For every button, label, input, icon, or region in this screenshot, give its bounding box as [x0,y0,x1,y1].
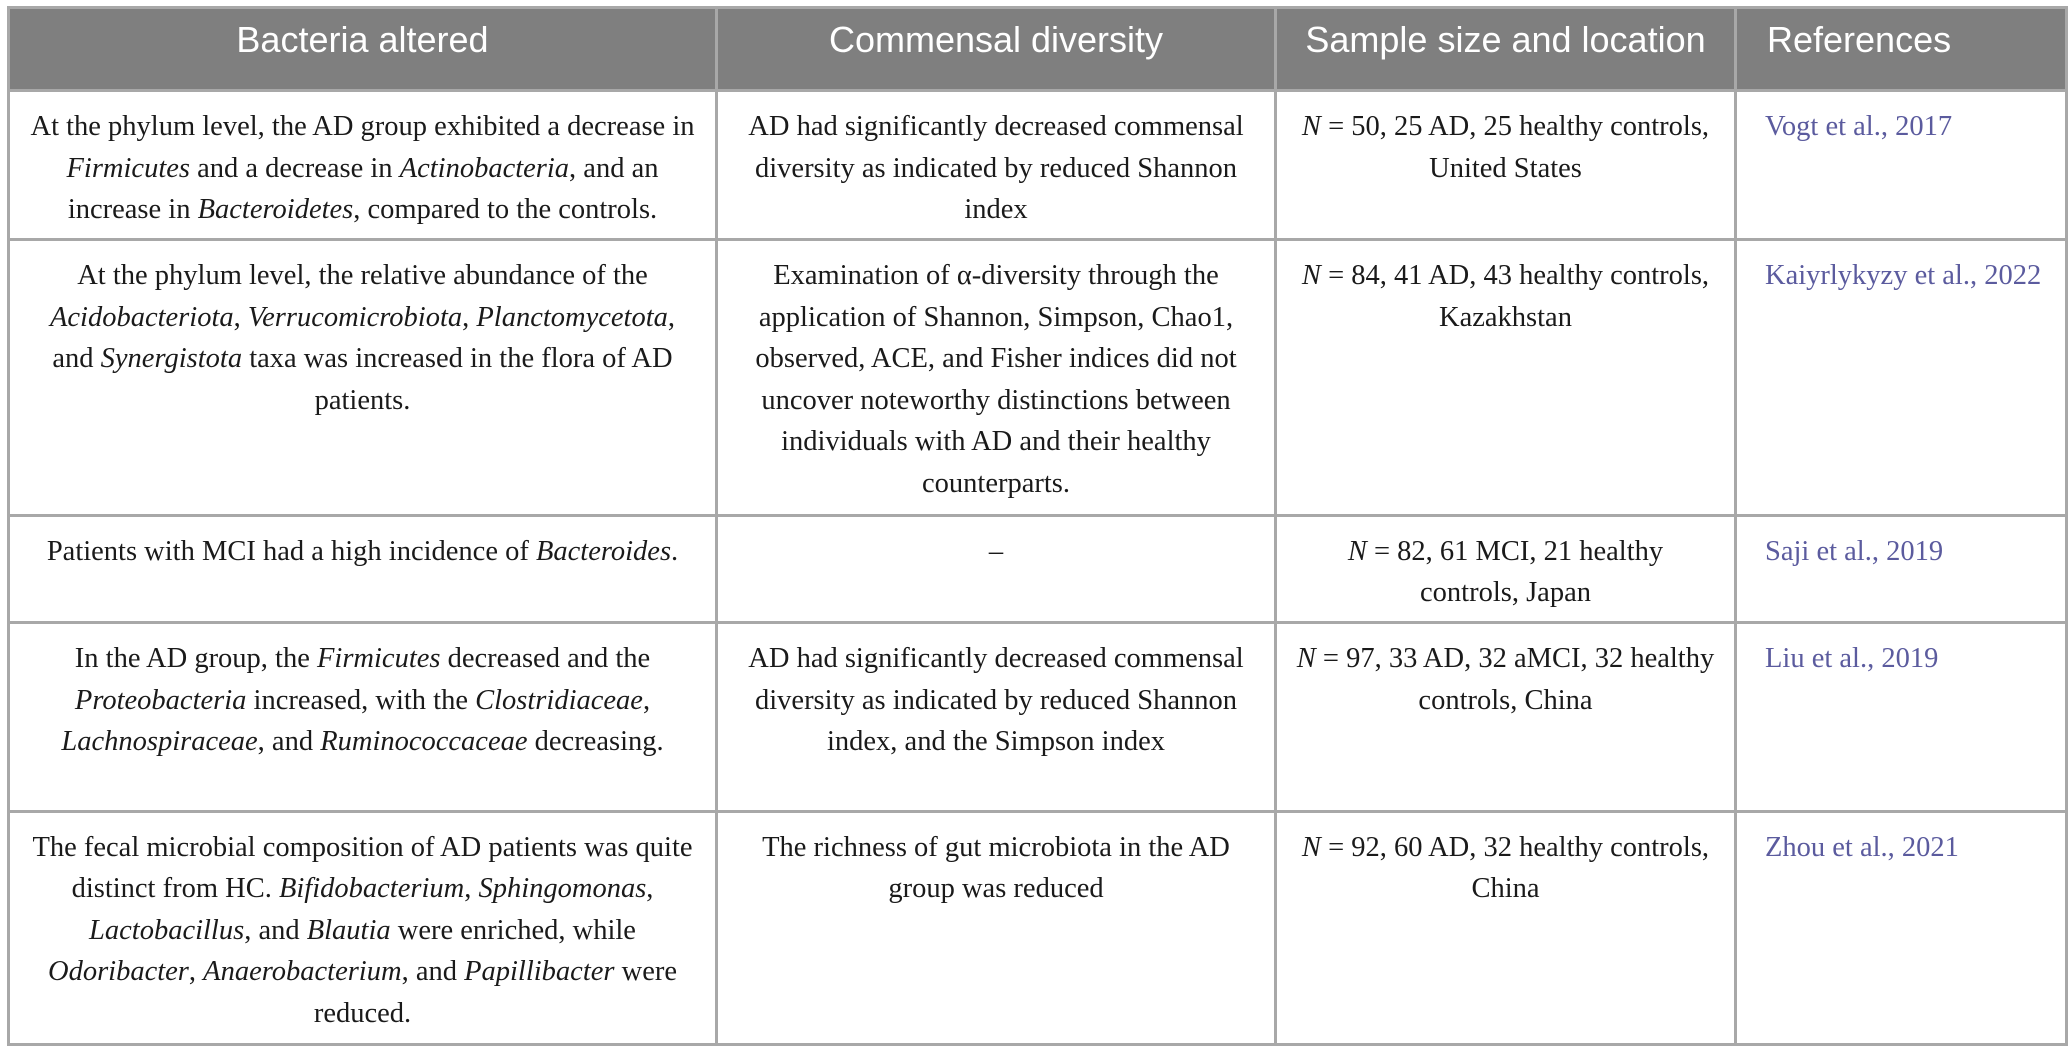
bacteria-cell: In the AD group, the Firmicutes decreased and the Proteobacteria increased, with the Clostridiaceae, Lachnospiraceae, and Ruminococcaceae decreasing. [9,623,717,811]
reference-cell [1736,240,2067,515]
reference-cell [1736,623,2067,811]
table-row [9,91,2067,240]
sample-cell [1276,811,1736,1044]
taxon-name: Papillibacter [464,956,615,988]
reference-year-link[interactable]: 2019 [1886,535,1944,567]
sample-cell [1276,623,1736,811]
diversity-cell: – [717,515,1276,622]
sample-cell [1276,515,1736,622]
taxon-name: Bacteroides [535,535,672,567]
bacteria-cell: At the phylum level, the relative abundance of the Acidobacteriota, Verrucomicrobiota, Planctomycetota, and Synergistota taxa was increased in the flora of AD patients. [9,240,717,515]
taxon-name: Odoribacter [48,956,189,988]
taxon-name: Ruminococcaceae [320,726,528,758]
microbiota-table [7,6,2068,1046]
taxon-name: Bacteroidetes [197,194,354,225]
taxon-name: Anaerobacterium [203,956,402,988]
sample-cell [1276,91,1736,240]
reference-author-link[interactable]: Vogt et al., [1765,111,1896,142]
bacteria-cell: The fecal microbial composition of AD patients was quite distinct from HC. Bifidobacterium, Sphingomonas, Lactobacillus, and Blautia were enriched, while Odoribacter, Anaerobacterium, and Papillibacter were reduced. [9,811,717,1044]
taxon-name: Bifidobacterium [278,873,465,905]
taxon-name: Proteobacteria [74,684,247,716]
taxon-name: Clostridiaceae [475,684,643,716]
header-commensal-diversity: Commensal diversity [717,8,1276,91]
diversity-cell: AD had significantly decreased commensal diversity as indicated by reduced Shannon index, and the Simpson index [717,623,1276,811]
reference-cell [1736,91,2067,240]
bacteria-cell: Patients with MCI had a high incidence of Bacteroides. [9,515,717,622]
sample-text: = 82, 61 MCI, 21 healthy controls, Japan [1366,535,1664,609]
table-header [9,8,2067,91]
taxon-name: Lactobacillus [89,914,245,946]
header-sample-size-location: Sample size and location [1276,8,1736,91]
table-row [9,515,2067,622]
taxon-name: Verrucomicrobiota [247,301,463,333]
taxon-name: Planctomycetota [476,301,668,333]
diversity-cell: The richness of gut microbiota in the AD group was reduced [717,811,1276,1044]
table-row [9,811,2067,1044]
taxon-name: Lachnospiraceae [61,726,258,758]
diversity-cell: AD had significantly decreased commensal diversity as indicated by reduced Shannon index [717,91,1276,240]
sample-text: = 50, 25 AD, 25 healthy controls, United States [1320,111,1710,184]
taxon-name: Actinobacteria [399,152,570,184]
taxon-name: Firmicutes [66,152,190,184]
reference-author-link[interactable]: Saji et al., [1765,535,1887,567]
diversity-cell: Examination of α-diversity through the application of Shannon, Simpson, Chao1, observed, ACE, and Fisher indices did not uncover noteworthy distinctions between individuals with AD and their healthy counterparts. [717,240,1276,515]
sample-text: = 92, 60 AD, 32 healthy controls, China [1320,831,1710,905]
header-row [9,8,2067,91]
sample-n-symbol: N [1296,643,1316,675]
taxon-name: Sphingomonas [478,873,647,905]
table-body [9,91,2067,1045]
sample-text: = 97, 33 AD, 32 aMCI, 32 healthy controls, China [1315,643,1715,716]
reference-year-link[interactable]: 2022 [1984,260,2042,292]
taxon-name: Synergistota [100,343,243,375]
sample-cell [1276,240,1736,515]
bacteria-cell: At the phylum level, the AD group exhibited a decrease in Firmicutes and a decrease in Actinobacteria, and an increase in Bacteroidetes, compared to the controls. [9,91,717,240]
taxon-name: Acidobacteriota [49,301,234,333]
sample-n-symbol: N [1301,831,1321,863]
taxon-name: Blautia [306,914,391,946]
reference-cell [1736,811,2067,1044]
sample-n-symbol: N [1301,111,1321,142]
sample-text: = 84, 41 AD, 43 healthy controls, Kazakhstan [1320,260,1710,333]
sample-n-symbol: N [1347,535,1367,567]
reference-author-link[interactable]: Kaiyrlykyzy et al., [1765,260,1985,292]
sample-n-symbol: N [1301,260,1321,292]
table-row [9,623,2067,811]
reference-year-link[interactable]: 2021 [1901,831,1959,863]
reference-cell [1736,515,2067,622]
reference-year-link[interactable]: 2019 [1881,643,1939,675]
header-bacteria-altered: Bacteria altered [9,8,717,91]
table-row [9,240,2067,515]
reference-year-link[interactable]: 2017 [1895,111,1953,142]
reference-author-link[interactable]: Liu et al., [1765,643,1882,675]
reference-author-link[interactable]: Zhou et al., [1765,831,1902,863]
taxon-name: Firmicutes [317,643,441,675]
header-references: References [1736,8,2067,91]
